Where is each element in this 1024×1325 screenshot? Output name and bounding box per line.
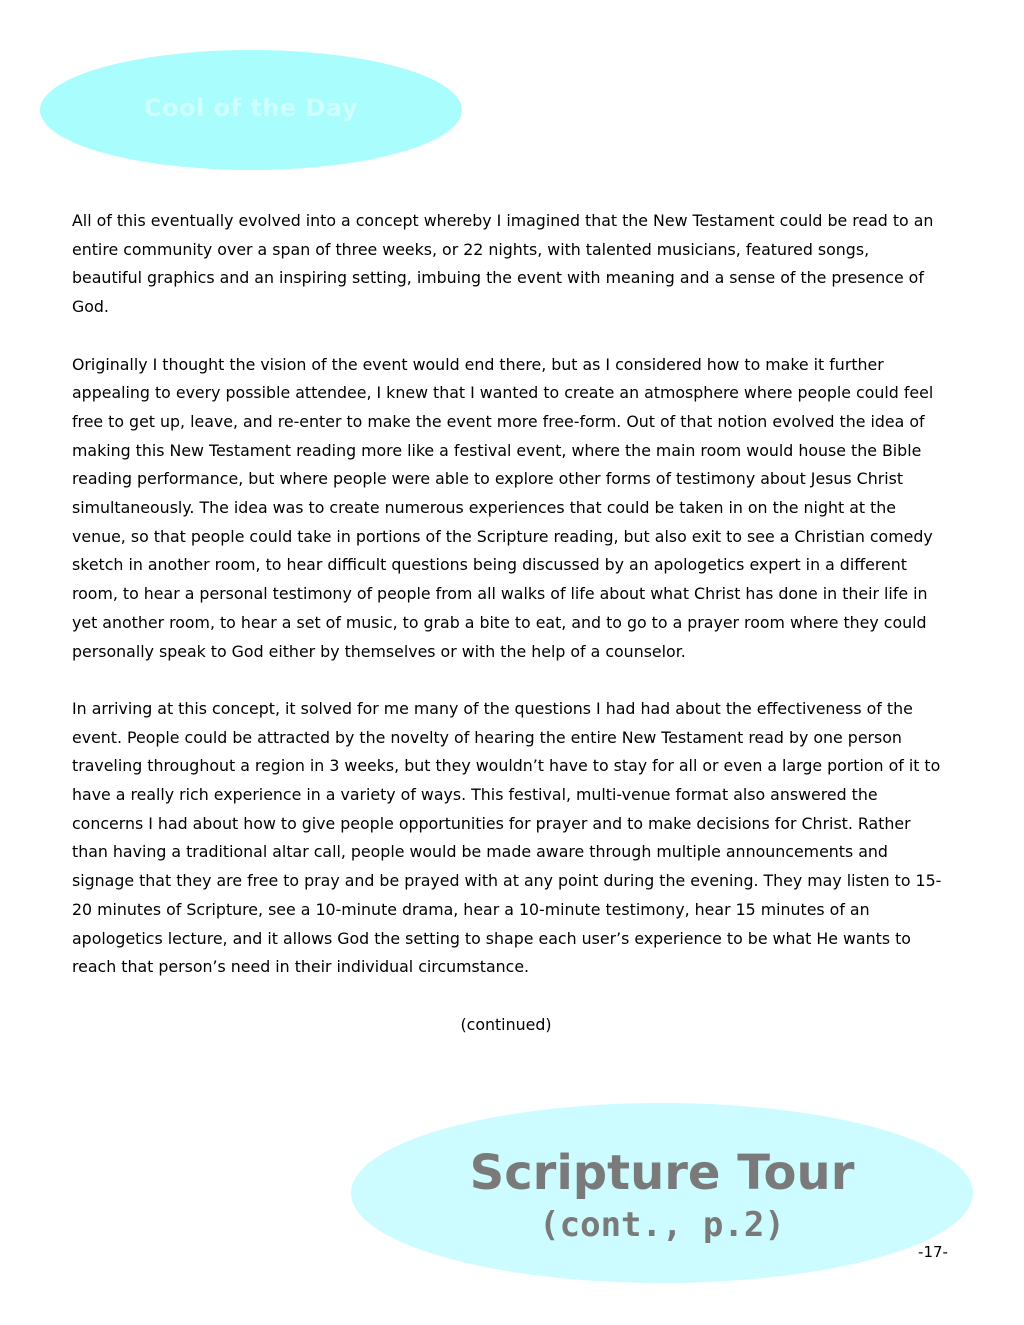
article-body: [72, 207, 944, 982]
page-number: -17-: [918, 1243, 948, 1261]
paragraph-3: In arriving at this concept, it solved for me many of the questions I had had about the effectiveness of the event. People could be attracted by the novelty of hearing the entire New Testament read by one person traveling throughout a region in 3 weeks, but they wouldn’t have to stay for all or even a large portion of it to have a really rich experience in a variety of ways. This festival, multi-venue format also answered the concerns I had about how to give people opportunities for prayer and to make decisions for Christ. Rather than having a traditional altar call, people would be made aware through multiple announcements and signage that they are free to pray and be prayed with at any point during the evening. They may listen to 15-20 minutes of Scripture, see a 10-minute drama, hear a 10-minute testimony, hear 15 minutes of an apologetics lecture, and it allows God the setting to shape each user’s experience to be what He wants to reach that person’s need in their individual circumstance.: [72, 698, 942, 977]
footer-oval: [351, 1103, 973, 1283]
footer-subtitle: (cont., p.2): [539, 1205, 785, 1245]
footer-title: Scripture Tour: [469, 1145, 855, 1201]
header-title: Cool of the Day: [143, 94, 359, 122]
paragraph-1: All of this eventually evolved into a concept whereby I imagined that the New Testament could be read to an entire community over a span of three weeks, or 22 nights, with talented musicians, featured songs, beautiful graphics and an inspiring setting, imbuing the event with meaning and a sense of the presence of God.: [72, 211, 934, 317]
continued-note: (continued): [460, 1015, 552, 1034]
header-oval: [40, 50, 462, 170]
paragraph-2: Originally I thought the vision of the event would end there, but as I considered how to make it further appealing to every possible attendee, I knew that I wanted to create an atmosphere where people could feel free to get up, leave, and re-enter to make the event more free-form. Out of that notion evolved the idea of making this New Testament reading more like a festival event, where the main room would house the Bible reading performance, but where people were able to explore other forms of testimony about Jesus Christ simultaneously. The idea was to create numerous experiences that could be taken in on the night at the venue, so that people could take in portions of the Scripture reading, but also exit to see a Christian comedy sketch in another room, to hear difficult questions being discussed by an apologetics expert in a different room, to hear a personal testimony of people from all walks of life about what Christ has done in their life in yet another room, to hear a set of music, to grab a bite to eat, and to go to a prayer room where they could personally speak to God either by themselves or with the help of a counselor.: [72, 354, 934, 661]
